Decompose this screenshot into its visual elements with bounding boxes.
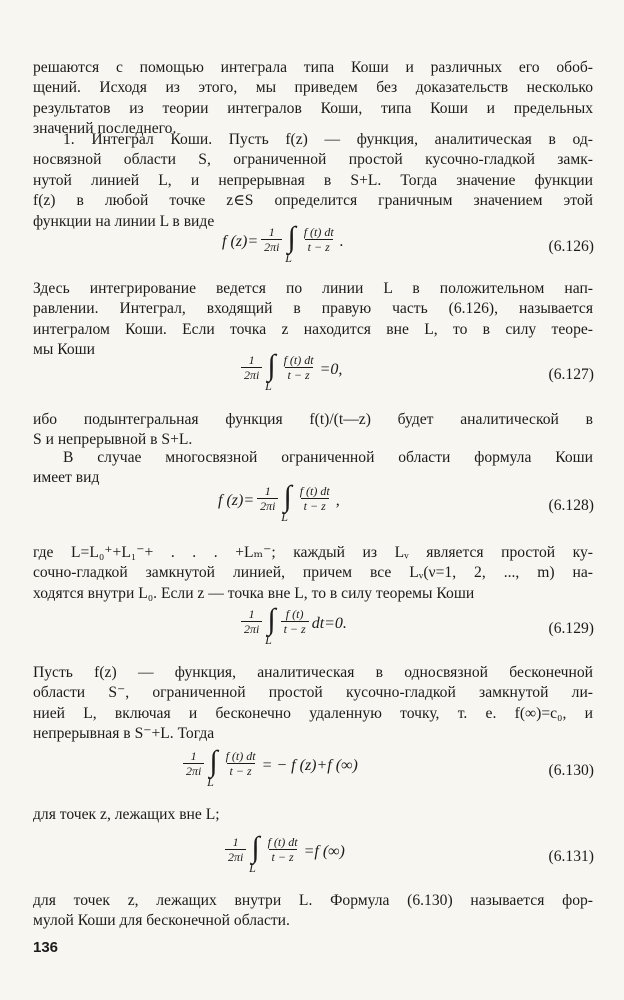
text-line: ибо подынтегральная функция f(t)/(t—z) будет аналитической в <box>33 411 593 428</box>
integrand-numerator: f (t) dt <box>225 749 256 763</box>
text-line: для точек z, лежащих внутри L. Формула (6.130) называется фор- <box>33 892 593 909</box>
equation-number: (6.130) <box>548 762 594 779</box>
equation-number: (6.129) <box>548 620 594 637</box>
formula-tail: = − f (z)+f (∞) <box>261 757 358 774</box>
text-line: решаются с помощью интеграла типа Коши и различных его обоб- <box>33 59 593 76</box>
equation-number: (6.127) <box>548 366 594 383</box>
fraction-denominator: 2πi <box>261 239 282 254</box>
formula-lhs: f (z)= <box>218 492 255 509</box>
paragraph-infinite-domain <box>33 663 593 745</box>
text-line: равлении. Интеграл, входящий в правую часть (6.126), называется <box>33 300 593 318</box>
fraction-integrand <box>281 353 317 382</box>
fraction-integrand <box>223 749 259 778</box>
integral-contour: L <box>207 775 214 789</box>
formula-6-131 <box>0 831 624 884</box>
text-line: для точек z, лежащих вне L; <box>33 806 220 823</box>
fraction-numerator: 1 <box>190 749 197 763</box>
fraction-coefficient <box>225 835 246 864</box>
text-line: 1. Интеграл Коши. Пусть f(z) — функция, аналитическая в од- <box>63 131 593 148</box>
fraction-integrand <box>301 225 337 254</box>
integral-contour: L <box>265 379 272 393</box>
formula-6-129 <box>0 603 624 656</box>
integrand-numerator: f (t) dt <box>303 225 334 239</box>
fraction-numerator: 1 <box>248 607 255 621</box>
text-line: f(z) в любой точке z∈S определится граничным значением этой <box>33 192 593 210</box>
page-number: 136 <box>33 939 59 956</box>
text-line: области S⁻, ограниченной простой кусочно-гладкой замкнутой ли- <box>33 684 593 702</box>
integrand-denominator: t − z <box>305 239 333 254</box>
integrand-denominator: t − z <box>285 367 313 382</box>
text-line: сочно-гладкой замкнутой линией, причем все Lᵥ(ν=1, 2, ..., m) на- <box>33 564 593 582</box>
paragraph-analytic-integrand <box>33 410 593 451</box>
paragraph-intro <box>33 58 593 140</box>
text-line: где L=L₀⁺+L₁⁻+ . . . +Lₘ⁻; каждый из Lᵥ является простой ку- <box>33 544 593 561</box>
integral-sign: ∫ L <box>285 221 296 265</box>
fraction-coefficient <box>241 353 262 382</box>
paragraph-infinite-cauchy-formula <box>33 891 593 932</box>
paragraph-contour-decomposition <box>33 543 593 604</box>
text-line: нутой линией L, и непрерывная в S+L. Тогда значение функции <box>33 171 593 189</box>
integrand-numerator: f (t) <box>285 607 304 621</box>
formula-tail: =f (∞) <box>303 843 345 860</box>
fraction-coefficient <box>183 749 204 778</box>
fraction-coefficient <box>257 484 278 513</box>
integral-sign: ∫ L <box>281 480 292 524</box>
text-line: результатов из теории интегралов Коши, типа Коши и предельных <box>33 99 593 117</box>
integrand-denominator: t − z <box>301 498 329 513</box>
formula-lhs: f (z)= <box>222 233 259 250</box>
integral-contour: L <box>249 861 256 875</box>
integrand-denominator: t − z <box>269 849 297 864</box>
integral-sign: ∫ L <box>207 745 218 789</box>
text-line: В случае многосвязной ограниченной области формула Коши <box>63 449 593 466</box>
fraction-coefficient <box>261 225 282 254</box>
text-line: Здесь интегрирование ведется по линии L в положительном нап- <box>33 280 593 297</box>
fraction-numerator: 1 <box>248 353 255 367</box>
fraction-denominator: 2πi <box>225 849 246 864</box>
paragraph-cauchy-theorem <box>33 279 593 361</box>
formula-tail: dt=0. <box>311 615 347 632</box>
text-line: функции на линии L в виде <box>33 212 215 230</box>
fraction-coefficient <box>241 607 262 636</box>
integral-sign: ∫ L <box>249 831 260 875</box>
text-line: мы Коши <box>33 341 96 359</box>
text-line: непрерывная в S⁻+L. Тогда <box>33 725 215 743</box>
integral-sign: ∫ L <box>265 349 276 393</box>
integral-contour: L <box>285 251 292 265</box>
equation-number: (6.126) <box>548 238 594 255</box>
fraction-denominator: 2πi <box>241 621 262 636</box>
fraction-numerator: 1 <box>268 225 275 239</box>
formula-6-128 <box>0 480 624 533</box>
text-line: ходятся внутри L₀. Если z — точка вне L, то в силу теоремы Коши <box>33 584 475 602</box>
integrand-numerator: f (t) dt <box>283 353 314 367</box>
formula-tail: =0, <box>319 361 343 378</box>
equation-number: (6.131) <box>548 848 594 865</box>
integrand-numerator: f (t) dt <box>299 484 330 498</box>
text-line: интегралом Коши. Если точка z находится вне L, то в силу теоре- <box>33 320 593 338</box>
fraction-numerator: 1 <box>232 835 239 849</box>
integrand-numerator: f (t) dt <box>267 835 298 849</box>
fraction-integrand <box>281 607 309 636</box>
fraction-denominator: 2πi <box>257 498 278 513</box>
text-line: S и непрерывной в S+L. <box>33 431 193 449</box>
integral-sign: ∫ L <box>265 603 276 647</box>
integrand-denominator: t − z <box>281 621 309 636</box>
text-line: имеет вид <box>33 469 100 487</box>
text-line: мулой Коши для бесконечной области. <box>33 912 290 930</box>
integral-contour: L <box>265 633 272 647</box>
formula-6-130 <box>0 745 624 798</box>
text-line: Пусть f(z) — функция, аналитическая в односвязной бесконечной <box>33 664 593 681</box>
integrand-denominator: t − z <box>227 763 255 778</box>
fraction-denominator: 2πi <box>241 367 262 382</box>
integral-contour: L <box>281 510 288 524</box>
text-line: щений. Исходя из этого, мы приведем без доказательств несколько <box>33 79 593 97</box>
fraction-integrand <box>297 484 333 513</box>
text-line: носвязной области S, ограниченной простой кусочно-гладкой замк- <box>33 151 593 169</box>
paragraph-cauchy-integral <box>33 130 593 232</box>
paragraph-outside-points <box>33 805 593 825</box>
fraction-integrand <box>265 835 301 864</box>
formula-tail: . <box>339 233 344 250</box>
fraction-numerator: 1 <box>264 484 271 498</box>
text-line: значений последнего. <box>33 120 177 138</box>
equation-number: (6.128) <box>548 497 594 514</box>
text-line: нией L, включая и бесконечно удаленную точку, т. е. f(∞)=c₀, и <box>33 704 593 722</box>
formula-tail: , <box>335 492 340 509</box>
fraction-denominator: 2πi <box>183 763 204 778</box>
